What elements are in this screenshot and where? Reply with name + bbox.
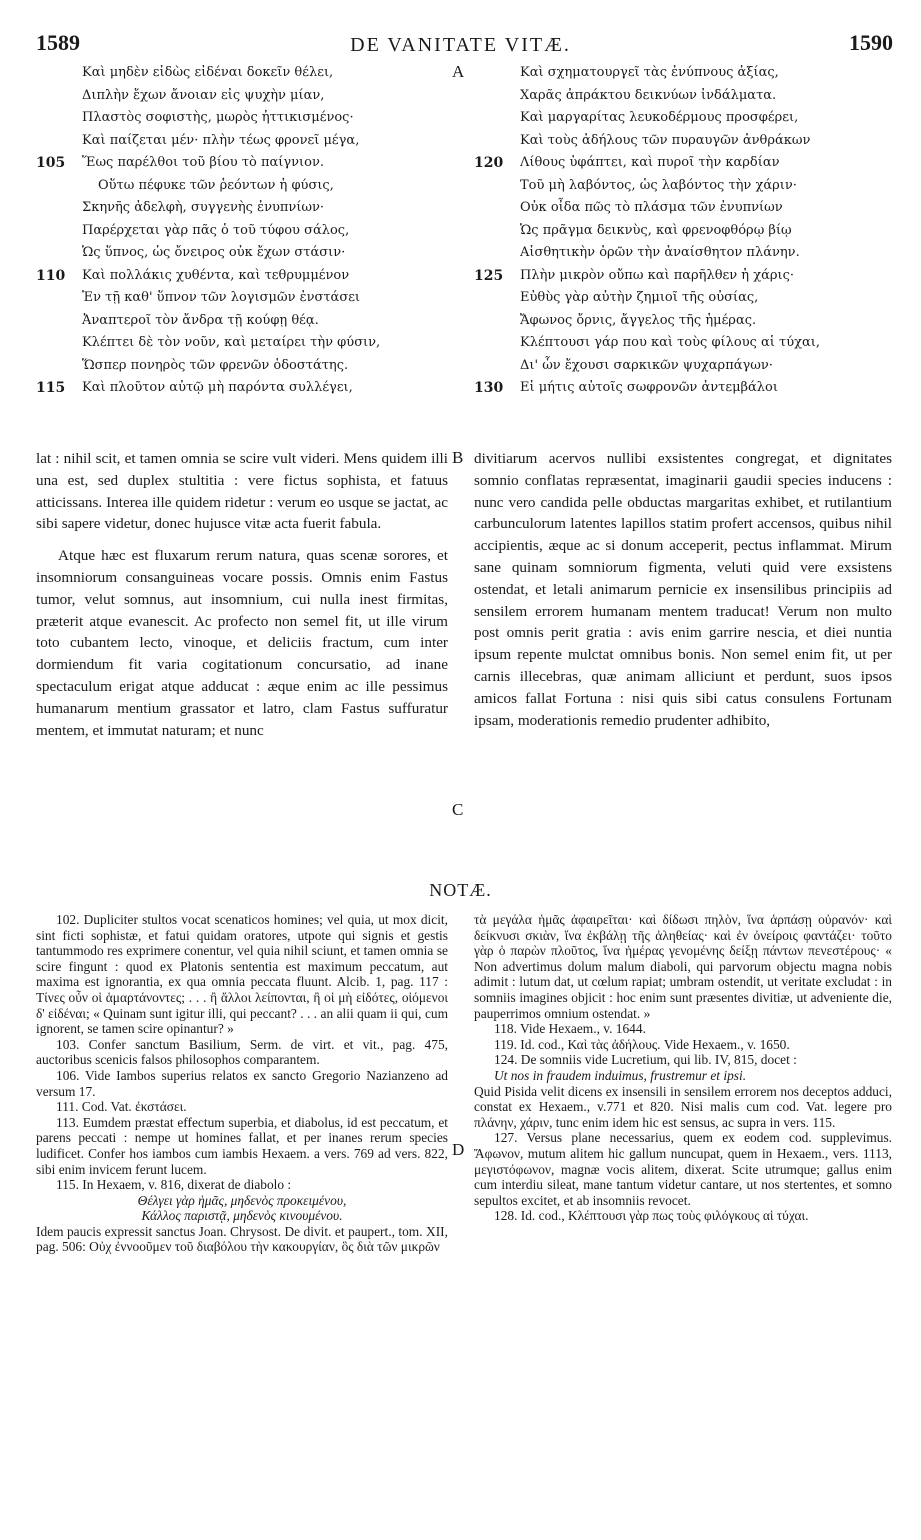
verse-line: [474, 130, 904, 153]
footnote-continuation: τὰ μεγάλα ἡμᾶς ἀφαιρεῖται· καὶ δίδωσι πηλὸν, ἵνα ἁρπάσῃ οὐρανόν· καὶ δείκνυσι σκιὰν, ἵνα ἐκβάλῃ τῆς ἀληθείας· καὶ ἐν ὀνείροις φαντάζει· τοῦτο γὰρ ὁ παρὼν πλοῦτος, ἵνα ἡμέρας γενομένης δείξῃ πάντων πενεστέρους· « Non advertimus dolum malum diaboli, qui parvorum objectu magna nobis adimit : lutum dat, ut cœlum rapiat; umbram ostendit, ut veritate excludat : in somniis imagines objicit : hoc enim sunt præsentes divitiæ, ut adveniente die, pauperrimos omnium ostendat. »: [474, 912, 892, 1021]
verse-text: Καὶ μηδὲν εἰδὼς εἰδέναι δοκεῖν θέλει,: [82, 65, 334, 80]
margin-marker-b: B: [452, 448, 464, 467]
verse-line: [474, 242, 904, 265]
verse-line: [36, 85, 456, 108]
footnote: 115. In Hexaem, v. 816, dixerat de diabolo :: [56, 1177, 292, 1193]
verse-text: Καὶ μαργαρίτας λευκοδέρμους προσφέρει,: [520, 110, 799, 125]
verse-text: Λίθους ὑφάπτει, καὶ πυροῖ τὴν καρδίαν: [520, 155, 780, 170]
verse-line: [474, 107, 904, 130]
verse-text: Πλαστὸς σοφιστὴς, μωρὸς ἠττικισμένος·: [82, 110, 354, 125]
verse-number: 130: [474, 380, 504, 396]
verse-line: [36, 197, 456, 220]
latin-translation-left: [36, 448, 448, 741]
notes-column-right: [474, 912, 892, 1224]
verse-text: Κλέπτουσι γάρ που καὶ τοὺς φίλους αἱ τύχαι,: [520, 335, 821, 350]
verse-line: [36, 130, 456, 153]
footnote: 124. De somniis vide Lucretium, qui lib. IV, 815, docet :: [494, 1052, 797, 1068]
verse-text: Δι' ὧν ἔχουσι σαρκικῶν ψυχαρπάγων·: [520, 357, 773, 373]
verse-text: Τοῦ μὴ λαβόντος, ὡς λαβόντος τὴν χάριν·: [520, 177, 797, 193]
verse-text: Εὐθὺς γὰρ αὐτὴν ζημιοῖ τῆς οὐσίας,: [520, 290, 759, 305]
latin-translation-right: [474, 448, 892, 731]
footnote-quote: Κάλλος παριστᾷ, μηδενὸς κινουμένου.: [141, 1208, 343, 1224]
verse-text: Κλέπτει δὲ τὸν νοῦν, καὶ μεταίρει τὴν φύσιν,: [82, 335, 381, 350]
footnote-quote: Ut nos in fraudem induimus, frustremur et ipsi.: [494, 1067, 747, 1083]
verse-text: Ὡς πρᾶγμα δεικνὺς, καὶ φρενοφθόρῳ βίῳ: [520, 222, 792, 238]
margin-marker-a: A: [452, 62, 465, 81]
verse-line: [36, 355, 456, 378]
footnote: 102. Dupliciter stultos vocat scenaticos homines; vel quia, ut mox dicit, sint ficti sophistæ, et fatui quidam oratores, utpote qui signis et gestis tantummodo res exprimere conentur, vel quia nihil sciunt, et tamen omnia se scire fingunt : quod ex Platonis sententia est maximum peccatum, aut maxima est ignorantia, ex qua omnia peccata fluunt. Alcib. 1, pag. 117 : Τίνες οὖν οἱ ἁμαρτάνοντες; . . . ἢ ἄλλοι λείπονται, ἢ οἱ μὴ εἰδότες, οἰόμενοι δ' εἰδέναι; « Quinam sunt igitur illi, qui peccant? . . . an alii quam ii qui, cum ignorent, se tamen scire opinantur? »: [36, 912, 448, 1037]
verse-text: Οὕτω πέφυκε τῶν ῥεόντων ἡ φύσις,: [98, 177, 334, 193]
verse-text: Ἀναπτεροῖ τὸν ἄνδρα τῇ κούφῃ θέᾳ.: [82, 312, 319, 328]
verse-line: [36, 310, 456, 333]
latin-paragraph: Atque hæc est fluxarum rerum natura, quas scenæ sorores, et insomniorum consanguineas vocare possis. Omnis enim Fastus tumor, velut somnus, aut insomnium, cui nulla inest firmitas, præterit atque evanescit. Ac profecto non semel fit, ut ille virum toto cubantem lecto, vinoque, et deliciis fractum, cum inter dormiendum fit varia cogitationum concursatio, ad inane spectaculum erigat atque adducat : æque enim ac ille pessimus humanarum mentium grassator et latro, clam Fastus suffuratur mentem, et immutat naturam; et nunc: [36, 547, 448, 739]
verse-number: 105: [36, 155, 66, 171]
greek-verses-left: [36, 62, 456, 400]
verse-line: [36, 107, 456, 130]
verse-line: [474, 265, 904, 288]
footnote-continuation: Idem paucis expressit sanctus Joan. Chrysost. De divit. et paupert., tom. XII, pag. 506: Οὐχ ἐννοοῦμεν τοῦ διαβόλου τὴν κακουργίαν, ὃς διὰ τῶν μικρῶν: [36, 1223, 448, 1255]
latin-paragraph: lat : nihil scit, et tamen omnia se scire vult videri. Mens quidem illi una est, sed duplex stultitia : vere fictus sophista, et fatuus atticissans. Interea ille quidem ridetur : verum eo usque se jactat, ac sibi sapere videtur, donec hujusce vitæ acta fuerit fabula.: [36, 450, 448, 533]
verse-text: Χαρᾶς ἀπράκτου δεικνύων ἰνδάλματα.: [520, 87, 777, 103]
verse-text: Ὡς ὕπνος, ὡς ὄνειρος οὐκ ἔχων στάσιν·: [82, 245, 346, 260]
verse-line: [36, 242, 456, 265]
verse-text: Οὐκ οἶδα πῶς τὸ πλάσμα τῶν ἐνυπνίων: [520, 200, 783, 215]
footnote: 111. Cod. Vat. ἐκστάσει.: [56, 1099, 187, 1115]
verse-line: [474, 197, 904, 220]
margin-marker-c: C: [452, 800, 464, 819]
verse-line: [36, 152, 456, 175]
footnote: 118. Vide Hexaem., v. 1644.: [494, 1021, 646, 1037]
verse-number: 125: [474, 267, 504, 284]
verse-line: [474, 152, 904, 175]
verse-line: [474, 220, 904, 243]
verse-text: Ἐν τῇ καθ' ὕπνον τῶν λογισμῶν ἐνστάσει: [82, 290, 361, 305]
verse-text: Καὶ πολλάκις χυθέντα, καὶ τεθρυμμένον: [82, 267, 350, 283]
verse-line: [36, 175, 456, 198]
footnote: 128. Id. cod., Κλέπτουσι γὰρ πως τοὺς φιλόγκους αἱ τύχαι.: [494, 1208, 809, 1224]
verse-text: Πλὴν μικρὸν οὔπω καὶ παρῆλθεν ἡ χάρις·: [520, 267, 795, 283]
verse-line: [474, 85, 904, 108]
verse-line: [474, 175, 904, 198]
verse-text: Ἄφωνος ὄρνις, ἄγγελος τῆς ἡμέρας.: [520, 312, 757, 328]
footnote: 113. Eumdem præstat effectum superbia, et diabolus, id est peccatum, et parens peccati : nempe ut homines fallat, et per inanes rerum species ludificet. Confer hos iambos cum iambis Hexaem. a vers. 769 ad vers. 822, sibi enim invicem ferunt lucem.: [36, 1114, 448, 1177]
verse-line: [474, 355, 904, 378]
verse-line: [474, 62, 904, 85]
footnote: 106. Vide Iambos superius relatos ex sancto Gregorio Nazianzeno ad versum 17.: [36, 1067, 448, 1099]
verse-line: [36, 62, 456, 85]
verse-line: [474, 287, 904, 310]
margin-marker-d: D: [452, 1140, 465, 1159]
verse-text: Καὶ σχηματουργεῖ τὰς ἐνύπνους ἀξίας,: [520, 65, 779, 80]
latin-paragraph: divitiarum acervos nullibi exsistentes congregat, et dignitates somnio conflatas repræsentat, imaginarii gaudii species inducens : nunc vero candida pelle obductas margaritas exhibet, et rutilantium carbunculorum latentes lapillos statim profert accensos, quibus nihil accipientis, æque ac si donum acceperit, pectus inflammat. Mirum sane quinam somniorum figmenta, veluti quid vere exsistens ostendat, et letali animarum pernicie ex insensilibus principiis ad sensilem errorem humanam mentem traducat! Verum non multo post omnis perit gratia : avis enim garrire nescia, et diei nuntia ipsum repente mulctat omnibus bonis. Non semel enim fit, ut per carnis illecebras, quæ animam alliciunt et perdunt, suos ipsos amicos fallat Fortuna : nisi quis sibi catus consulens Fortunam ipsam, moderationis remedio prudenter adhibito,: [474, 450, 892, 729]
verse-line: [36, 377, 456, 400]
verse-line: [474, 310, 904, 333]
notes-column-left: [36, 912, 448, 1255]
running-title: DE VANITATE VITÆ.: [350, 34, 571, 56]
verse-line: [36, 220, 456, 243]
footnote: 127. Versus plane necessarius, quem ex eodem cod. supplevimus. Ἄφωνον, mutum alitem hic gallum nuncupat, quem in Hexaem., vers. 1113, μεγιστόφωνον, magnæ vocis alitem, dixerat. Scite utrumque; gallus enim cum interdiu sileat, mane tantum videtur cantare, ut nos stertentes, et somno sepultos excitet, et ab insomniis revocet.: [474, 1130, 892, 1208]
verse-number: 120: [474, 155, 504, 171]
page-number-right: 1590: [849, 30, 893, 55]
verse-text: Εἰ μήτις αὐτοῖς σωφρονῶν ἀντεμβάλοι: [520, 380, 778, 395]
verse-number: 115: [36, 380, 66, 396]
verse-text: Καὶ παίζεται μέν· πλὴν τέως φρονεῖ μέγα,: [82, 132, 360, 148]
footnote-continuation: Quid Pisida velit dicens ex insensili in sensilem errorem nos deceptos adduci, constat ex Hexaem., v.771 et 820. Nisi malis cum cod. Vat. legere pro πλάνην, χάριν, tunc enim idem hic est sensus, ac supra in vers. 115.: [474, 1083, 892, 1130]
verse-text: Καὶ πλοῦτον αὐτῷ μὴ παρόντα συλλέγει,: [82, 380, 353, 395]
page-number-left: 1589: [36, 30, 80, 55]
verse-number: 110: [36, 267, 66, 284]
footnote: 103. Confer sanctum Basilium, Serm. de virt. et vit., pag. 475, auctoribus scenicis falsos philosophos comparantem.: [36, 1036, 448, 1068]
verse-line: [474, 377, 904, 400]
verse-line: [36, 287, 456, 310]
notes-heading: NOTÆ.: [429, 880, 492, 900]
verse-line: [474, 332, 904, 355]
verse-text: Σκηνῆς ἀδελφὴ, συγγενὴς ἐνυπνίων·: [82, 200, 325, 215]
verse-text: Καὶ τοὺς ἀδήλους τῶν πυραυγῶν ἀνθράκων: [520, 132, 811, 148]
verse-text: Αἰσθητικὴν ὁρῶν τὴν ἀναίσθητον πλάνην.: [520, 245, 800, 260]
greek-verses-right: [474, 62, 904, 400]
verse-text: Ὥσπερ πονηρὸς τῶν φρενῶν ὁδοστάτης.: [82, 357, 349, 373]
verse-line: [36, 265, 456, 288]
verse-text: Παρέρχεται γὰρ πᾶς ὁ τοῦ τύφου σάλος,: [82, 222, 350, 238]
footnote-quote: Θέλγει γὰρ ἡμᾶς, μηδενὸς προκειμένου,: [137, 1192, 347, 1208]
verse-text: Ἕως παρέλθοι τοῦ βίου τὸ παίγνιον.: [82, 155, 325, 170]
verse-text: Διπλὴν ἔχων ἄνοιαν εἰς ψυχὴν μίαν,: [82, 87, 325, 103]
footnote: 119. Id. cod., Καὶ τὰς ἀδήλους. Vide Hexaem., v. 1650.: [494, 1036, 790, 1052]
verse-line: [36, 332, 456, 355]
